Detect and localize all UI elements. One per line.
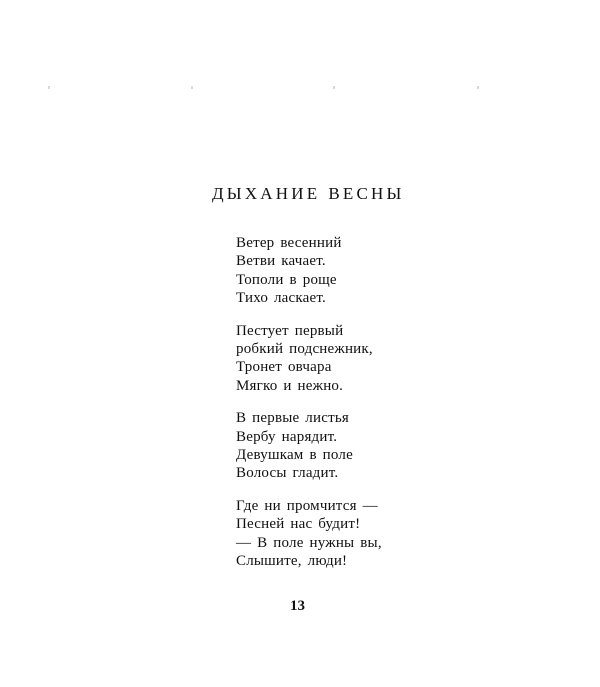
scan-dot: [191, 86, 193, 89]
verse-line: Песней нас будит!: [236, 516, 361, 533]
verse-line: Волосы гладит.: [236, 465, 339, 482]
verse-line: Вербу нарядит.: [236, 428, 338, 445]
verse-line: Девушкам в поле: [236, 446, 353, 463]
scan-dot: [477, 86, 479, 89]
verse-line: Пестует первый: [236, 322, 344, 339]
stanza: [236, 409, 382, 482]
verse-line: робкий подснежник,: [236, 340, 373, 357]
verse-line: Тронет овчара: [236, 359, 332, 376]
stanza: [236, 234, 382, 307]
scan-dot: [333, 86, 335, 89]
stanza: [236, 497, 382, 570]
poem-title: [212, 184, 405, 204]
verse-line: Слышите, люди!: [236, 552, 348, 569]
verse-line: Мягко и нежно.: [236, 377, 344, 394]
verse-line: В первые листья: [236, 410, 349, 427]
title-word: ВЕСНЫ: [328, 184, 405, 203]
verse-line: Тихо ласкает.: [236, 289, 326, 306]
poem-body: [236, 234, 382, 585]
page-number: 13: [290, 598, 305, 614]
scan-dot: [48, 86, 50, 89]
verse-line: Ветви качает.: [236, 253, 326, 270]
stanza: [236, 322, 382, 395]
title-word: ДЫХАНИЕ: [212, 184, 321, 203]
verse-line: Ветер весенний: [236, 235, 342, 251]
verse-line: — В поле нужны вы,: [236, 534, 382, 551]
verse-line: Тополи в роще: [236, 271, 337, 288]
verse-line: Где ни промчится —: [236, 498, 378, 515]
